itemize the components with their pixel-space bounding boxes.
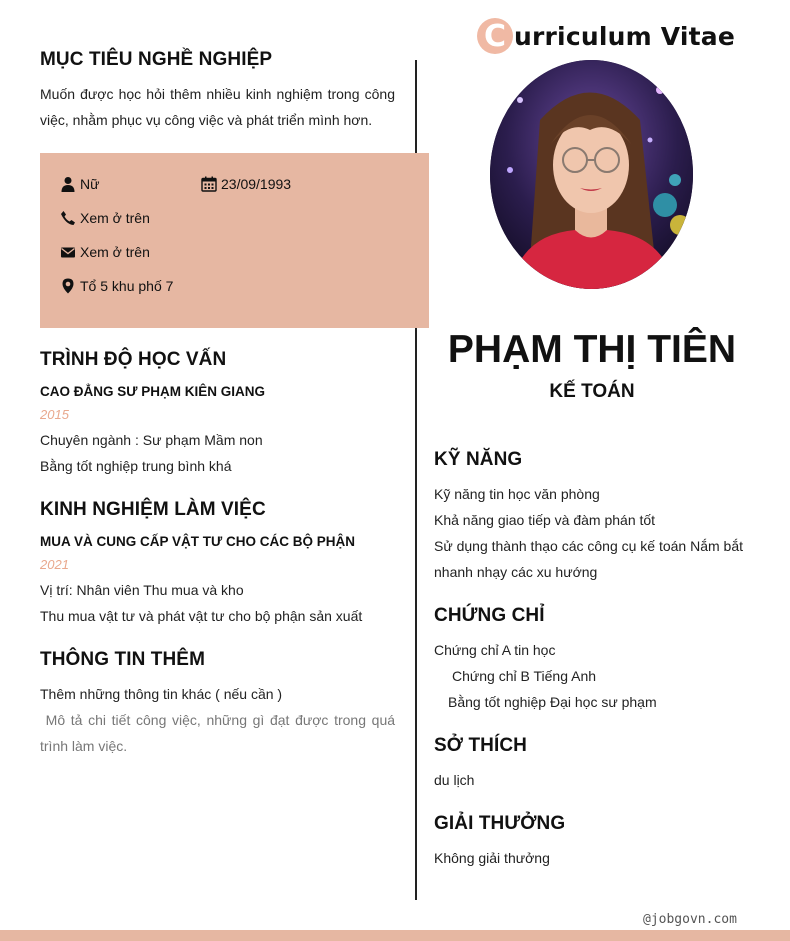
portrait-photo-icon: [490, 60, 693, 289]
candidate-role: KẾ TOÁN: [549, 381, 635, 402]
phone-value: Xem ở trên: [80, 210, 150, 226]
education-title: TRÌNH ĐỘ HỌC VẤN: [40, 349, 227, 370]
education-school: CAO ĐẲNG SƯ PHẠM KIÊN GIANG: [40, 384, 265, 399]
email-item: [60, 244, 150, 260]
cv-title: [477, 18, 735, 54]
career-goal-text: Muốn được học hỏi thêm nhiều kinh nghiệm trong công việc, nhằm phục vụ công việc và phát triển mình hơn.: [40, 86, 395, 128]
gender-value: Nữ: [80, 176, 100, 192]
address-value: Tổ 5 khu phố 7: [80, 278, 174, 294]
experience-position: Vị trí: Nhân viên Thu mua và kho: [40, 582, 244, 598]
phone-item: [60, 210, 150, 226]
additional-info-line2: Mô tả chi tiết công việc, những gì đạt được trong quá trình làm việc.: [40, 712, 399, 754]
education-degree: Bằng tốt nghiệp trung bình khá: [40, 458, 232, 474]
mail-icon: [60, 244, 76, 260]
email-value: Xem ở trên: [80, 244, 150, 260]
experience-year: 2021: [40, 557, 69, 572]
awards-title: GIẢI THƯỞNG: [434, 813, 566, 834]
watermark: @jobgovn.com: [643, 912, 737, 927]
bottom-accent-bar: [0, 930, 790, 941]
experience-description: Thu mua vật tư và phát vật tư cho bộ phận sản xuất: [40, 608, 363, 624]
birthdate-item: [201, 176, 291, 192]
awards-text: Không giải thưởng: [434, 850, 550, 866]
experience-title: KINH NGHIỆM LÀM VIỆC: [40, 499, 266, 520]
hobbies-text: du lịch: [434, 772, 475, 788]
skill-item: Khả năng giao tiếp và đàm phán tốt: [434, 512, 656, 528]
certificate-item: Chứng chỉ A tin học: [434, 642, 556, 658]
additional-info-line1: Thêm những thông tin khác ( nếu cần ): [40, 686, 283, 702]
avatar: [490, 60, 693, 289]
experience-company: MUA VÀ CUNG CẤP VẬT TƯ CHO CÁC BỘ PHẬN: [40, 534, 355, 549]
birthdate-value: 23/09/1993: [221, 176, 292, 192]
certificate-item: Bằng tốt nghiệp Đại học sư phạm: [448, 694, 657, 710]
hobbies-title: SỞ THÍCH: [434, 735, 528, 756]
cv-title-text: urriculum Vitae: [514, 21, 736, 51]
skill-item: Sử dụng thành thạo các công cụ kế toán Nắm bắt nhanh nhạy các xu hướng: [434, 538, 744, 580]
education-major: Chuyên ngành : Sư phạm Mầm non: [40, 432, 263, 448]
certificates-title: CHỨNG CHỈ: [434, 605, 545, 626]
person-icon: [60, 176, 76, 192]
education-year: 2015: [40, 407, 69, 422]
location-pin-icon: [60, 278, 76, 294]
gender-item: [60, 176, 99, 192]
cv-initial-badge: C: [477, 18, 513, 54]
phone-icon: [60, 210, 76, 226]
additional-info-title: THÔNG TIN THÊM: [40, 649, 205, 670]
skill-item: Kỹ năng tin học văn phòng: [434, 486, 600, 502]
certificate-item: Chứng chỉ B Tiếng Anh: [452, 668, 597, 684]
skills-title: KỸ NĂNG: [434, 449, 523, 470]
candidate-name: PHẠM THỊ TIÊN: [447, 328, 737, 371]
career-goal-title: MỤC TIÊU NGHỀ NGHIỆP: [40, 49, 273, 70]
address-item: [60, 278, 173, 294]
calendar-icon: [201, 176, 217, 192]
